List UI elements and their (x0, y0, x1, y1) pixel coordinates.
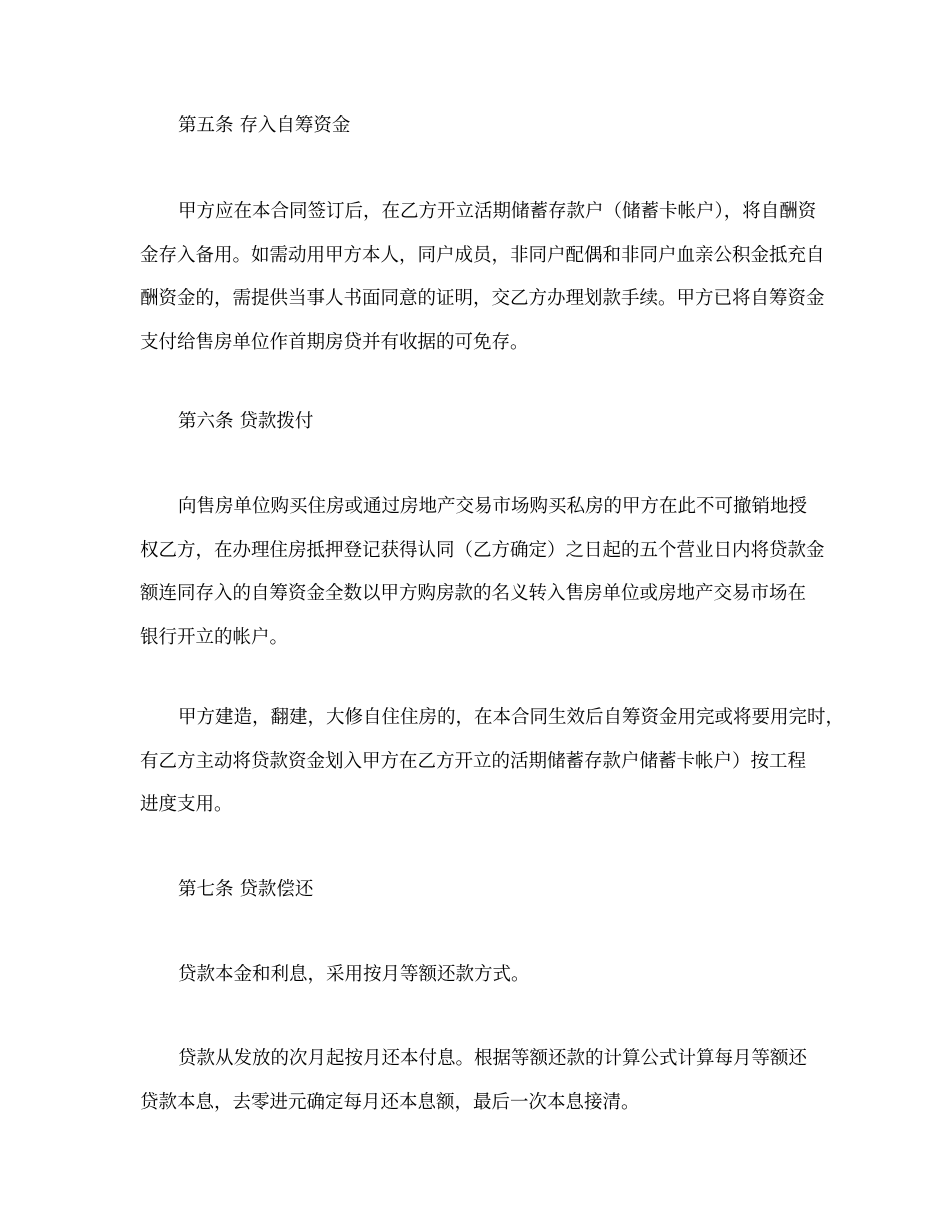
paragraph-line: 权乙方，在办理住房抵押登记获得认同（乙方确定）之日起的五个营业日内将贷款金 (140, 539, 825, 561)
paragraph-line: 向售房单位购买住房或通过房地产交易市场购买私房的甲方在此不可撤销地授 (178, 496, 808, 517)
paragraph-6-1 (140, 495, 825, 669)
paragraph-7-1 (140, 963, 816, 1007)
paragraph-7-2 (140, 1047, 816, 1134)
paragraph-5-1 (140, 200, 825, 374)
paragraph-line: 支付给售房单位作首期房贷并有收据的可免存。 (140, 331, 529, 353)
paragraph-line: 有乙方主动将贷款资金划入甲方在乙方开立的活期储蓄存款户储蓄卡帐户）按工程 (140, 750, 807, 772)
paragraph-line: 甲方建造，翻建，大修自住住房的，在本合同生效后自筹资金用完或将要用完时， (178, 707, 845, 728)
paragraph-6-2 (140, 706, 845, 837)
paragraph-line: 金存入备用。如需动用甲方本人，同户成员，非同户配偶和非同户血亲公积金抵充自 (140, 244, 825, 266)
paragraph-line: 酬资金的，需提供当事人书面同意的证明，交乙方办理划款手续。甲方已将自筹资金 (140, 288, 825, 309)
section-heading-5: 第五条 存入自筹资金 (178, 115, 351, 136)
paragraph-line: 甲方应在本合同签订后，在乙方开立活期储蓄存款户（储蓄卡帐户），将自酬资 (178, 201, 817, 222)
paragraph-line: 银行开立的帐户。 (140, 626, 289, 648)
paragraph-line: 贷款从发放的次月起按月还本付息。根据等额还款的计算公式计算每月等额还 (178, 1048, 808, 1069)
paragraph-line: 进度支用。 (140, 794, 233, 815)
section-heading-6: 第六条 贷款拨付 (178, 411, 314, 432)
section-heading-7: 第七条 贷款偿还 (178, 879, 314, 900)
paragraph-line: 贷款本息，去零进元确定每月还本息额，最后一次本息接清。 (140, 1091, 640, 1113)
paragraph-line: 贷款本金和利息，采用按月等额还款方式。 (178, 964, 530, 985)
paragraph-line: 额连同存入的自筹资金全数以甲方购房款的名义转入售房单位或房地产交易市场在 (140, 583, 807, 604)
